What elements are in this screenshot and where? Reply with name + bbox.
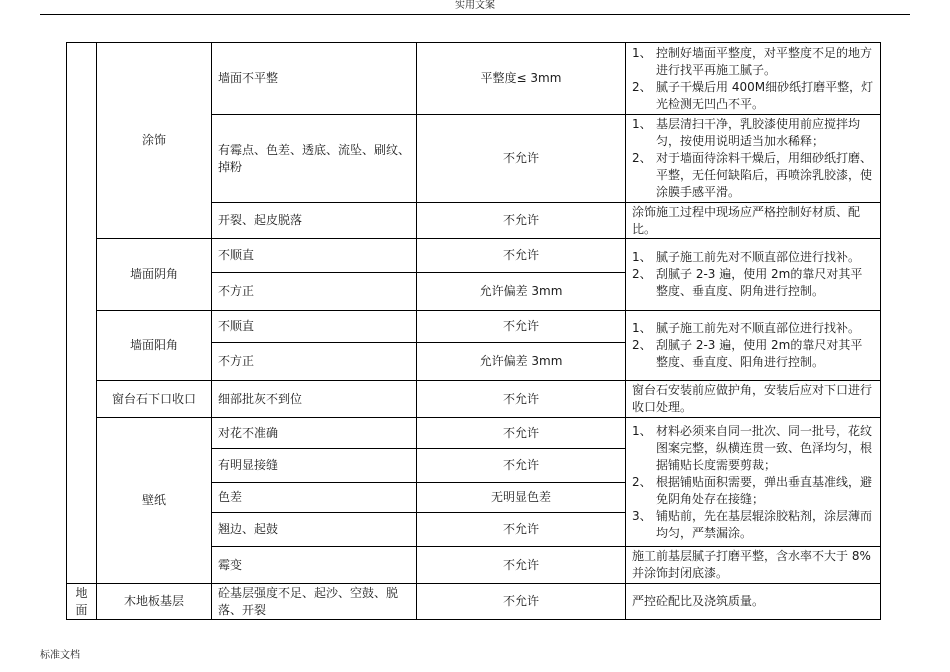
issue-cell: 霉变 [212, 547, 417, 584]
category-cell-wall [67, 43, 97, 584]
table-row [67, 43, 881, 115]
table-row [67, 418, 881, 449]
subcategory-cell: 墙面阳角 [97, 311, 212, 381]
standard-cell: 不允许 [417, 584, 626, 620]
measure-item: 2、 刮腻子 2-3 遍，使用 2m的靠尺对其平整度、垂直度、阳角进行控制。 [632, 338, 863, 369]
page-header [40, 0, 910, 15]
standard-cell: 平整度≤ 3mm [417, 43, 626, 115]
measure-cell: 严控砼配比及浇筑质量。 [626, 584, 881, 620]
standard-cell: 不允许 [417, 381, 626, 418]
category-cell-floor: 地面 [67, 584, 97, 620]
issue-cell: 不方正 [212, 343, 417, 381]
standard-cell: 允许偏差 3mm [417, 343, 626, 381]
measure-cell [626, 418, 881, 547]
table-row [67, 584, 881, 620]
standard-cell: 不允许 [417, 115, 626, 203]
standard-cell: 不允许 [417, 239, 626, 273]
measure-cell [626, 239, 881, 311]
subcategory-cell: 窗台石下口收口 [97, 381, 212, 418]
table-row [67, 311, 881, 343]
measure-item: 3、 铺贴前，先在基层辊涂胶粘剂，涂层薄而均匀，严禁漏涂。 [632, 508, 873, 540]
standard-cell: 不允许 [417, 311, 626, 343]
measure-item: 2、 对于墙面待涂料干燥后，用细砂纸打磨、平整，无任何缺陷后，再喷涂乳胶漆，使涂膜手感平滑。 [632, 151, 873, 199]
issue-cell: 翘边、起鼓 [212, 513, 417, 547]
measure-cell [626, 115, 881, 203]
issue-cell: 不顺直 [212, 311, 417, 343]
header-title: 实用文案 [455, 0, 495, 11]
issue-cell: 砼基层强度不足、起沙、空鼓、脱落、开裂 [212, 584, 417, 620]
measure-item: 1、 材料必须来自同一批次、同一批号，花纹图案完整，纵横连贯一致、色泽均匀，根据铺贴长度需要剪裁； [632, 423, 873, 472]
quality-control-table [66, 42, 881, 620]
measure-cell [626, 311, 881, 381]
table-row [67, 239, 881, 273]
issue-cell: 墙面不平整 [212, 43, 417, 115]
issue-cell: 有霉点、色差、透底、流坠、刷纹、掉粉 [212, 115, 417, 203]
measure-item: 2、 腻子干燥后用 400M细砂纸打磨平整，灯光检测无凹凸不平。 [632, 79, 874, 111]
issue-cell: 色差 [212, 483, 417, 513]
measure-item: 1、 控制好墙面平整度，对平整度不足的地方进行找平再施工腻子。 [632, 45, 873, 77]
issue-cell: 不顺直 [212, 239, 417, 273]
issue-cell: 有明显接缝 [212, 449, 417, 483]
measure-cell: 窗台石安装前应做护角，安装后应对下口进行收口处理。 [626, 381, 881, 418]
standard-cell: 不允许 [417, 449, 626, 483]
measure-cell [626, 43, 881, 115]
measure-item: 1、 基层清扫干净，乳胶漆使用前应搅拌均匀，按使用说明适当加水稀释； [632, 117, 861, 148]
subcategory-cell: 墙面阴角 [97, 239, 212, 311]
measure-cell: 施工前基层腻子打磨平整，含水率不大于 8%并涂饰封闭底漆。 [626, 547, 881, 584]
measure-item: 2、 根据铺贴面积需要，弹出垂直基准线，避免阴角处存在接缝； [632, 474, 873, 506]
subcategory-cell: 涂饰 [97, 43, 212, 239]
standard-cell: 允许偏差 3mm [417, 273, 626, 311]
standard-cell: 不允许 [417, 547, 626, 584]
measure-item: 2、 刮腻子 2-3 遍，使用 2m的靠尺对其平整度、垂直度、阴角进行控制。 [632, 267, 863, 298]
issue-cell: 不方正 [212, 273, 417, 311]
subcategory-cell: 壁纸 [97, 418, 212, 584]
standard-cell: 不允许 [417, 513, 626, 547]
page-footer: 标准文档 [40, 650, 80, 661]
standard-cell: 无明显色差 [417, 483, 626, 513]
subcategory-cell: 木地板基层 [97, 584, 212, 620]
measure-cell: 涂饰施工过程中现场应严格控制好材质、配比。 [626, 203, 881, 239]
issue-cell: 细部批灰不到位 [212, 381, 417, 418]
measure-item: 1、 腻子施工前先对不顺直部位进行找补。 [632, 321, 861, 335]
measure-item: 1、 腻子施工前先对不顺直部位进行找补。 [632, 250, 861, 264]
standard-cell: 不允许 [417, 203, 626, 239]
table-row [67, 381, 881, 418]
standard-cell: 不允许 [417, 418, 626, 449]
issue-cell: 开裂、起皮脱落 [212, 203, 417, 239]
issue-cell: 对花不准确 [212, 418, 417, 449]
